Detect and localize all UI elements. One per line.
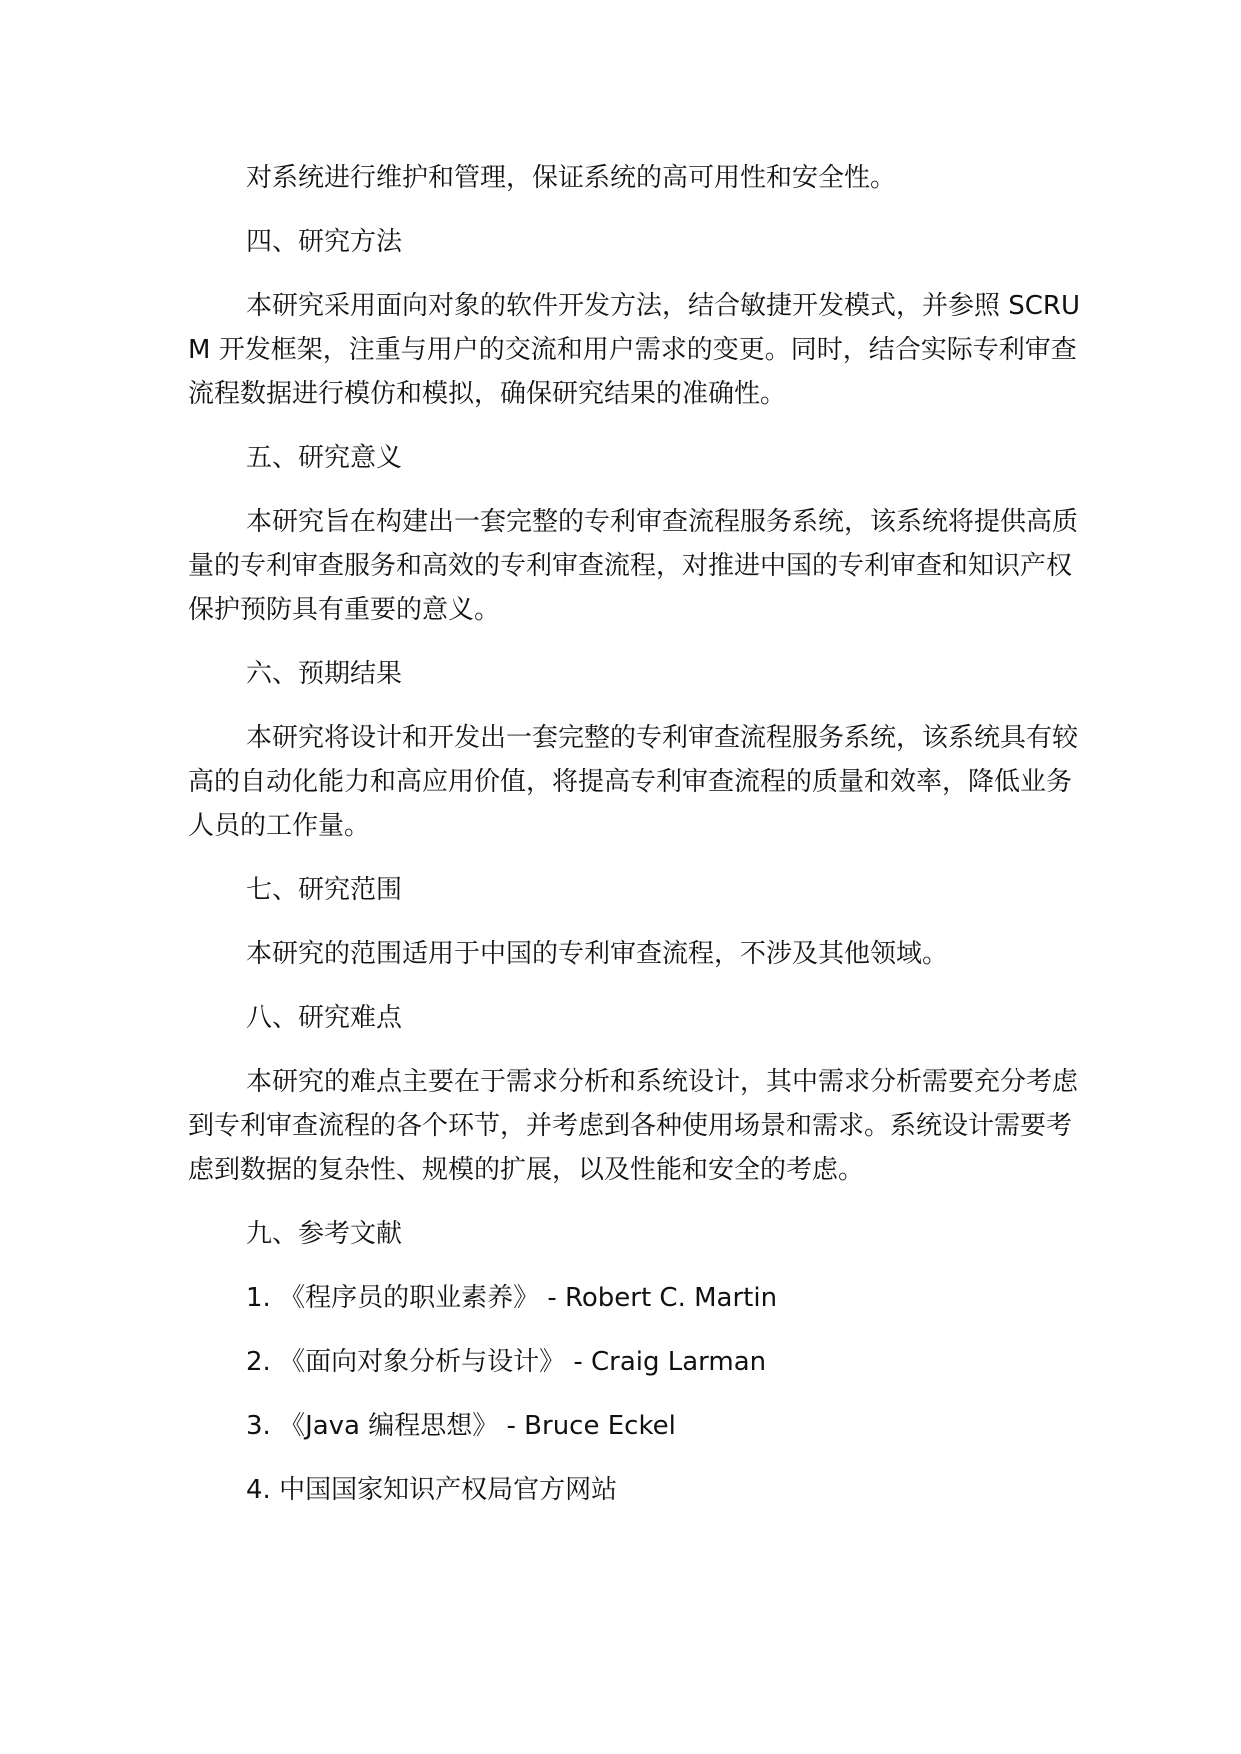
paragraph-research-scope: 本研究的范围适用于中国的专利审查流程，不涉及其他领域。 — [246, 939, 949, 969]
heading-references: 九、参考文献 — [246, 1219, 403, 1249]
heading-research-difficulties: 八、研究难点 — [246, 1003, 403, 1033]
paragraph-maintenance: 对系统进行维护和管理，保证系统的高可用性和安全性。 — [246, 163, 897, 193]
paragraph-research-method: 本研究采用面向对象的软件开发方法，结合敏捷开发模式，并参照 SCRUM 开发框架，注重与用户的交流和用户需求的变更。同时，结合实际专利审查流程数据进行模仿和模拟，确保研究结果的准确性。 — [188, 291, 1081, 409]
reference-item: 1. 《程序员的职业素养》 - Robert C. Martin — [246, 1283, 778, 1313]
heading-research-method: 四、研究方法 — [246, 227, 403, 257]
reference-item: 2. 《面向对象分析与设计》 - Craig Larman — [246, 1347, 767, 1377]
document-content — [188, 156, 1088, 1532]
heading-research-scope: 七、研究范围 — [246, 875, 403, 905]
paragraph-expected-results: 本研究将设计和开发出一套完整的专利审查流程服务系统，该系统具有较高的自动化能力和高应用价值，将提高专利审查流程的质量和效率，降低业务人员的工作量。 — [188, 723, 1079, 841]
heading-expected-results: 六、预期结果 — [246, 659, 403, 689]
paragraph-research-significance: 本研究旨在构建出一套完整的专利审查流程服务系统，该系统将提供高质量的专利审查服务和高效的专利审查流程，对推进中国的专利审查和知识产权保护预防具有重要的意义。 — [188, 507, 1079, 625]
reference-item: 4. 中国国家知识产权局官方网站 — [246, 1475, 618, 1505]
heading-research-significance: 五、研究意义 — [246, 443, 403, 473]
reference-item: 3. 《Java 编程思想》 - Bruce Eckel — [246, 1411, 676, 1441]
paragraph-research-difficulties: 本研究的难点主要在于需求分析和系统设计，其中需求分析需要充分考虑到专利审查流程的各个环节，并考虑到各种使用场景和需求。系统设计需要考虑到数据的复杂性、规模的扩展，以及性能和安全的考虑。 — [188, 1067, 1079, 1185]
